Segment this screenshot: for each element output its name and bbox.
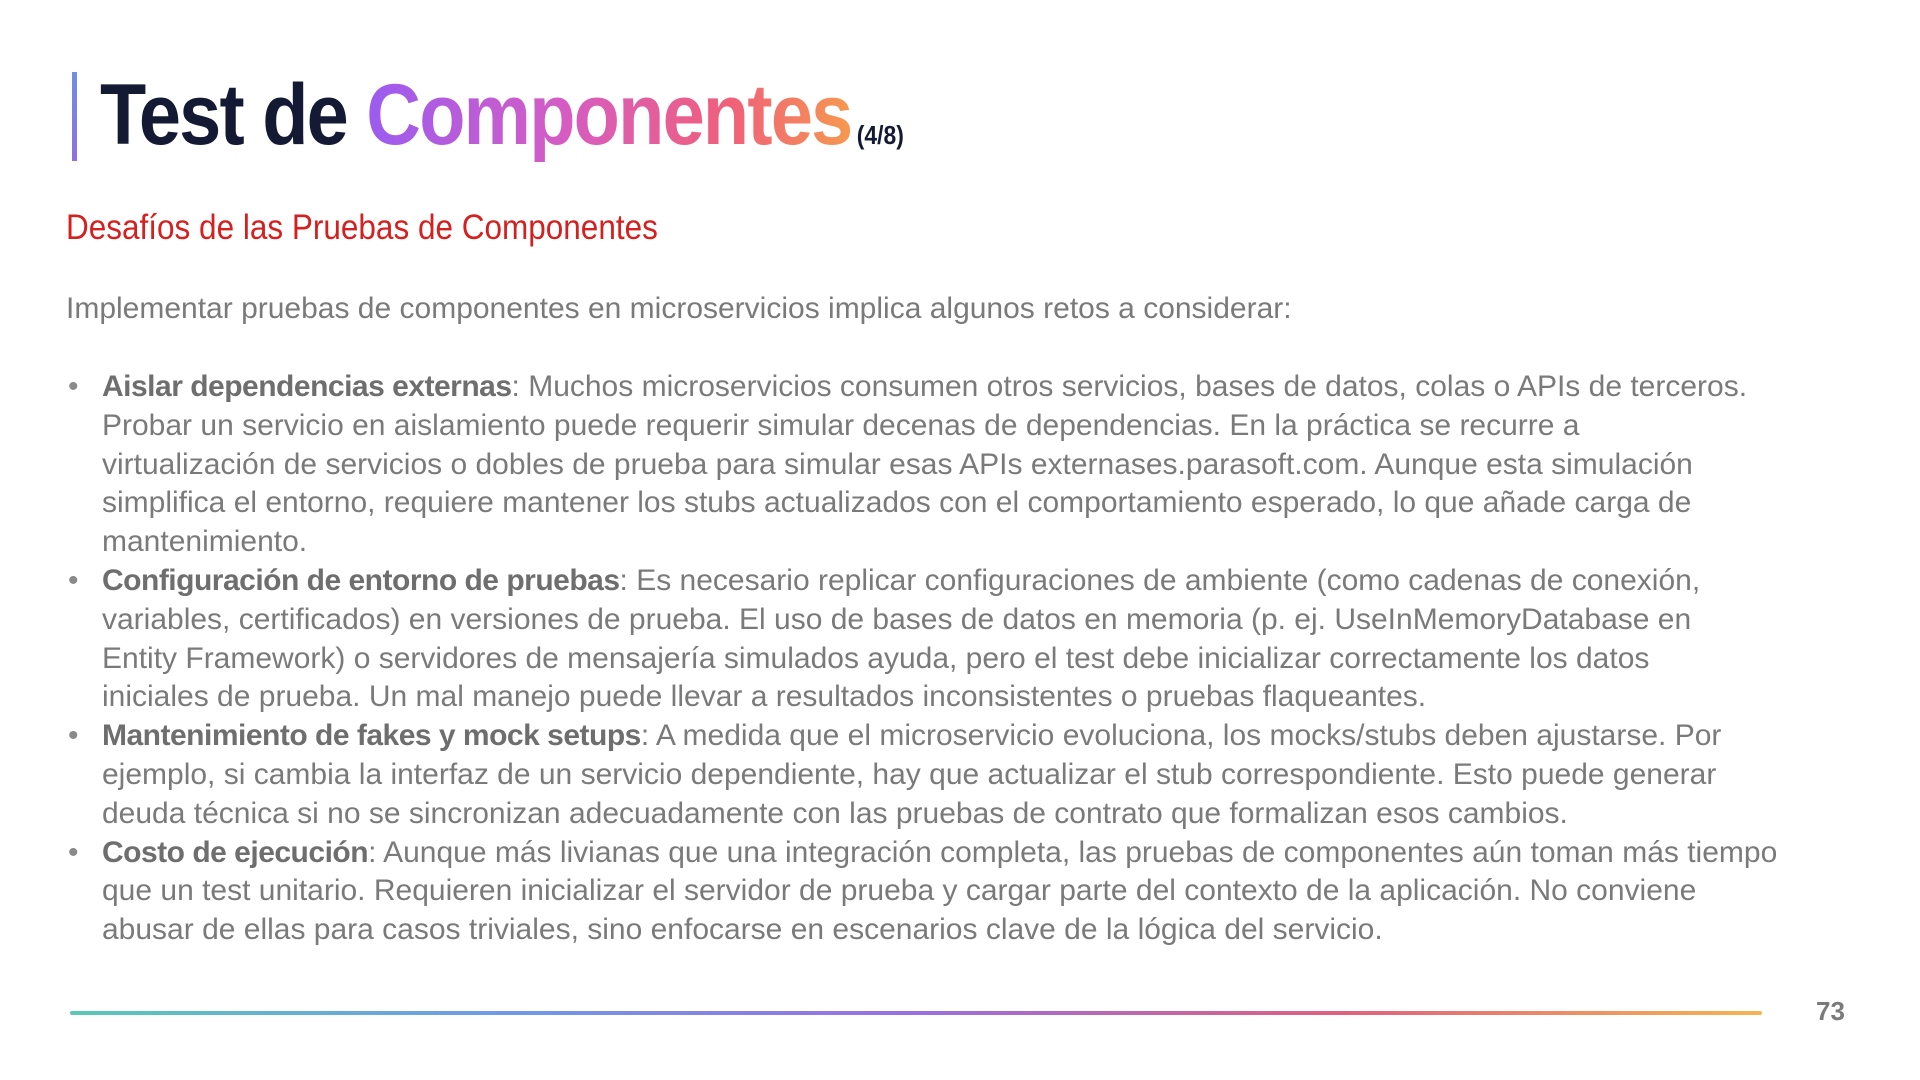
list-item [66, 834, 1876, 950]
footer-gradient-divider [70, 1011, 1762, 1015]
bullet-icon: • [68, 719, 79, 753]
bullet-line: abusar de ellas para casos triviales, sino enfocarse en escenarios clave de la lógica del servicio. [102, 913, 1383, 947]
bullet-lead: Aislar dependencias externas [102, 370, 512, 403]
bullet-lead: Costo de ejecución [102, 835, 369, 869]
bullet-text: : A medida que el microservicio evoluciona, los mocks/stubs deben ajustarse. Por [640, 719, 1722, 753]
list-item [66, 717, 1876, 833]
bullet-line: Probar un servicio en aislamiento puede requerir simular decenas de dependencias. En la práctica se recurre a [102, 408, 1580, 442]
bullet-line [102, 717, 1876, 756]
bullet-icon: • [68, 563, 79, 597]
section-subtitle: Desafíos de las Pruebas de Componentes [66, 208, 658, 247]
bullet-line: ejemplo, si cambia la interfaz de un servicio dependiente, hay que actualizar el stub correspondiente. Esto puede generar [102, 757, 1717, 791]
bullet-line: iniciales de prueba. Un mal manejo puede llevar a resultados inconsistentes o pruebas flaqueantes. [102, 680, 1427, 714]
list-item [66, 562, 1876, 717]
bullet-line [102, 562, 1876, 601]
title-text-plain: Test de [100, 67, 367, 163]
list-item [66, 368, 1876, 562]
bullet-icon: • [68, 370, 79, 403]
bullet-text: : Aunque más livianas que una integración completa, las pruebas de componentes aún toman más tiempo [368, 835, 1778, 869]
bullet-line: mantenimiento. [102, 525, 308, 559]
page-number: 73 [1816, 996, 1845, 1026]
bullet-line: Entity Framework) o servidores de mensajería simulados ayuda, pero el test debe inicializar correctamente los datos [102, 641, 1650, 675]
bullet-line: que un test unitario. Requieren inicializar el servidor de prueba y cargar parte del contexto de la aplicación. No conviene [102, 874, 1697, 908]
bullet-line [102, 368, 1876, 407]
slide-title [100, 60, 904, 190]
title-accent-bar [72, 72, 77, 161]
bullet-icon: • [68, 835, 79, 869]
challenges-list [66, 368, 1876, 950]
bullet-line: variables, certificados) en versiones de prueba. El uso de bases de datos en memoria (p. ej. UseInMemoryDatabase en [102, 602, 1692, 636]
bullet-line: deuda técnica si no se sincronizan adecuadamente con las pruebas de contrato que formalizan esos cambios. [102, 796, 1568, 830]
bullet-lead: Configuración de entorno de pruebas [102, 563, 620, 597]
intro-paragraph: Implementar pruebas de componentes en microservicios implica algunos retos a considerar: [66, 292, 1292, 325]
bullet-text: : Muchos microservicios consumen otros servicios, bases de datos, colas o APIs de terceros. [511, 370, 1748, 403]
bullet-text: : Es necesario replicar configuraciones de ambiente (como cadenas de conexión, [619, 563, 1701, 597]
bullet-line [102, 834, 1876, 873]
bullet-lead: Mantenimiento de fakes y mock setups [102, 719, 641, 753]
bullet-line: simplifica el entorno, requiere mantener los stubs actualizados con el comportamiento esperado, lo que añade carga de [102, 486, 1692, 520]
title-text-gradient: Componentes [366, 67, 852, 163]
title-counter: (4/8) [856, 120, 904, 150]
bullet-line: virtualización de servicios o dobles de prueba para simular esas APIs externases.parasoft.com. Aunque esta simulación [102, 447, 1693, 481]
